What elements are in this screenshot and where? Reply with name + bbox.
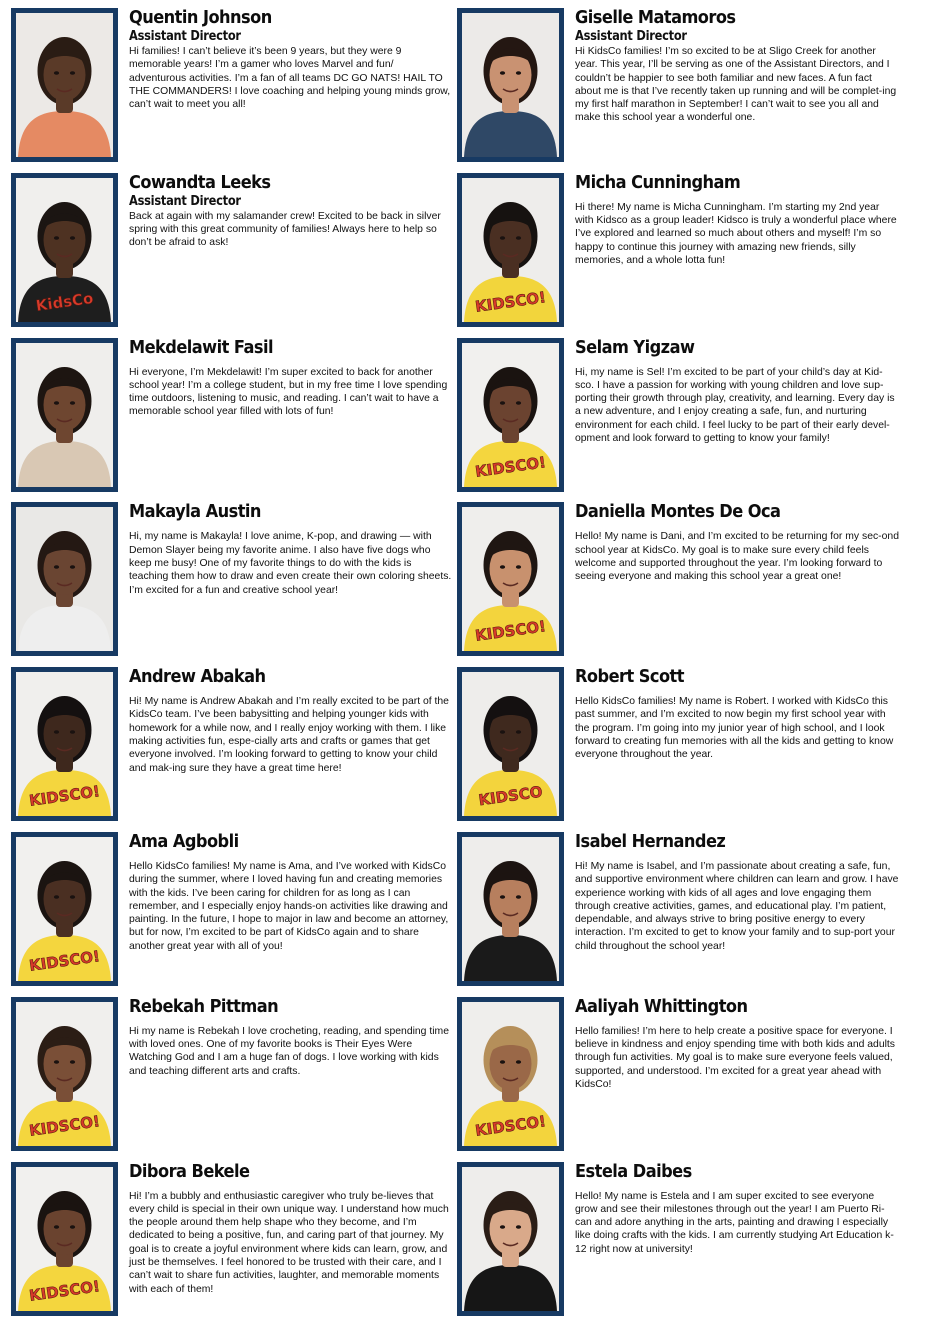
staff-bio: Hello! My name is Dani, and I’m excited to be returning for my sec-ond school year at KidsCo. My goal is to make sure every child feels welcome and supported throughout the year. I’m looking forward to seeing everyone and making this school year a great one!: [575, 531, 899, 583]
svg-text:KIDSCO!: KIDSCO!: [474, 617, 547, 646]
portrait-illustration: [462, 343, 559, 487]
staff-bio: Hi my name is Rebekah I love crocheting, reading, and spending time with loved ones. One of my favorite books is Their Eyes Were Watching God and I am a huge fan of dogs. I love working with kids and teaching different arts and crafts.: [129, 1025, 449, 1077]
staff-info: [129, 1160, 453, 1296]
svg-text:KIDSCO!: KIDSCO!: [474, 287, 547, 316]
staff-photo: [457, 502, 564, 656]
staff-name: Estela Daibes: [575, 1160, 692, 1182]
staff-photo: [457, 667, 564, 821]
staff-photo: [11, 997, 118, 1151]
staff-name: Giselle Matamoros: [575, 7, 736, 28]
staff-card: [456, 1160, 899, 1325]
portrait-illustration: [16, 672, 113, 816]
staff-role: Assistant Director: [575, 29, 687, 44]
staff-photo: [11, 1162, 118, 1316]
staff-bio: Hello KidsCo families! My name is Robert. I worked with KidsCo this past summer, and I’m excited to now begin my first school year with the program. I’m going into my junior year of high school, and I look forward to creating fun memories with all the kids and getting to know everyone throughout the year.: [575, 696, 894, 761]
staff-photo: [457, 173, 564, 327]
staff-info: [129, 500, 453, 596]
staff-bio: Hi families! I can’t believe it’s been 9 years, but they were 9 memorable years! I’m a gamer who loves Marvel and fun/ adventurous activities. I’m a fan of all teams DC GO NATS! HAIL TO THE COMMANDERS! I love coaching and helping young minds grow, can’t wait to meet you all!: [129, 46, 451, 111]
staff-role: Assistant Director: [129, 193, 241, 209]
staff-card: [10, 1160, 453, 1325]
staff-name: Selam Yigzaw: [575, 336, 695, 358]
portrait-illustration: [462, 13, 559, 157]
staff-card: [10, 665, 453, 830]
portrait-illustration: [462, 1167, 559, 1311]
portrait-illustration: [462, 178, 559, 322]
staff-name: Quentin Johnson: [129, 7, 272, 28]
staff-name: Rebekah Pittman: [129, 995, 279, 1017]
staff-bio: Hi! My name is Andrew Abakah and I’m really excited to be part of the KidsCo team. I’ve been babysitting and helping younger kids with homework for a while now, and I really enjoy working with them. I like making activities fun, espe-cially arts and crafts or games that get everyone involved. I’m looking forward to getting to know your child and mak-ing sure they have a great time here!: [129, 696, 449, 774]
svg-text:KIDSCO!: KIDSCO!: [28, 947, 101, 975]
staff-card: [456, 830, 899, 995]
staff-card: [10, 830, 453, 995]
staff-name: Robert Scott: [575, 666, 684, 688]
portrait-illustration: [16, 1167, 113, 1311]
staff-info: [129, 336, 453, 419]
staff-card: [456, 500, 899, 665]
staff-grid: [10, 6, 922, 1324]
staff-photo: [11, 502, 118, 656]
staff-info: [575, 500, 899, 583]
staff-bio: Hi, my name is Sel! I’m excited to be part of your child’s day at Kid-sco. I have a passion for working with young children and love sup-porting their growth through play, creativity, and learning. Every day is a new adventure, and I enjoy creating a safe, fun, and nurturing environment for each child. I feel lucky to be part of their early devel-opment and look forward to getting to know your family!: [575, 366, 895, 445]
portrait-illustration: [16, 343, 113, 487]
staff-card: [456, 665, 899, 830]
staff-bio: Hi KidsCo families! I’m so excited to be at Sligo Creek for another year. This year, I’ll be serving as one of the Assistant Directors, and I couldn’t be happier to see both familiar and new faces. A fun fact about me is that I’ve recently taken up running and will be complet-ing my first half marathon in September! I can’t wait to see you all and make this school year a wonderful one.: [575, 46, 897, 124]
staff-info: [129, 171, 453, 250]
staff-photo: [11, 832, 118, 986]
staff-info: [575, 995, 899, 1091]
staff-info: [129, 6, 453, 111]
staff-photo: [457, 1162, 564, 1316]
staff-name: Dibora Bekele: [129, 1160, 250, 1182]
staff-name: Mekdelawit Fasil: [129, 336, 274, 358]
staff-role: Assistant Director: [129, 29, 241, 44]
staff-photo: [457, 8, 564, 162]
staff-info: [575, 665, 899, 761]
staff-card: [10, 171, 453, 336]
staff-photo: [11, 8, 118, 162]
staff-card: [456, 171, 899, 336]
staff-bio: Hi, my name is Makayla! I love anime, K-pop, and drawing — with Demon Slayer being my favorite anime. I also have five dogs who keep me busy! One of my favorite things to do with the kids is teaching them how to draw and even create their own coloring sheets. I’m excited for a fun and creative school year!: [129, 531, 452, 596]
portrait-illustration: [462, 672, 559, 816]
staff-name: Cowandta Leeks: [129, 171, 271, 193]
portrait-illustration: [16, 178, 113, 322]
staff-info: [575, 1160, 899, 1256]
staff-bio: Back at again with my salamander crew! Excited to be back in silver spring with this great community of families! Always here to help so don’t be afraid to ask!: [129, 210, 441, 249]
staff-bio: Hi there! My name is Micha Cunningham. I’m starting my 2nd year with Kidsco as a group leader! Kidsco is truly a wonderful place where I’ve explored and learned so much about others and myself! I’m so happy to continue this journey with amazing new friends, silly memories, and a whole lotta fun!: [575, 201, 897, 266]
staff-name: Aaliyah Whittington: [575, 995, 748, 1017]
staff-name: Ama Agbobli: [129, 830, 239, 852]
staff-info: [129, 665, 453, 775]
staff-bio: Hi everyone, I’m Mekdelawit! I’m super excited to back for another school year! I’m a college student, but in my free time I love spending time outdoors, listening to music, and reading. I can’t wait to have a memorable school year filled with lots of fun!: [129, 366, 448, 418]
staff-photo: [457, 997, 564, 1151]
staff-card: [10, 6, 453, 171]
portrait-illustration: [16, 13, 113, 157]
staff-name: Daniella Montes De Oca: [575, 501, 781, 523]
svg-text:KIDSCO: KIDSCO: [477, 782, 544, 810]
staff-card: [456, 995, 899, 1160]
staff-bio: Hello families! I’m here to help create a positive space for everyone. I believe in kindness and enjoy spending time with both kids and adults through fun activities. My goal is to make sure everyone feels valued, supported, and understood. I’m excited for a great year ahead with KidsCo!: [575, 1025, 896, 1090]
svg-text:KIDSCO!: KIDSCO!: [474, 1111, 547, 1140]
staff-card: [10, 995, 453, 1160]
staff-photo: [457, 832, 564, 986]
staff-info: [575, 6, 899, 125]
portrait-illustration: [462, 1002, 559, 1146]
staff-bio: Hi! My name is Isabel, and I’m passionate about creating a safe, fun, and supportive environment where children can learn and grow. I have experience working with kids of all ages and love engaging them through creative activities, games, and educational play. I’m patient, dependable, and always strive to bring positive energy to every interaction. I’m excited to get to know your family and to sup-port your child throughout the school year!: [575, 860, 899, 952]
staff-info: [575, 171, 899, 267]
svg-text:KIDSCO!: KIDSCO!: [28, 1111, 101, 1140]
staff-name: Andrew Abakah: [129, 666, 266, 688]
staff-card: [456, 336, 899, 501]
portrait-illustration: [462, 837, 559, 981]
staff-bio: Hi! I’m a bubbly and enthusiastic caregiver who truly be-lieves that every child is special in their own unique way. I understand how much the people around them help shape who they become, and I’m dedicated to being a positive, fun, and caring part of that journey. My goal is to create a joyful environment where kids can learn, grow, and just be themselves. I feel honored to be trusted with their care, and I can’t wait to share fun activities, laughter, and memorable moments with each of them!: [129, 1190, 449, 1295]
portrait-illustration: [462, 507, 559, 651]
svg-text:KIDSCO!: KIDSCO!: [474, 452, 547, 481]
staff-bio: Hello! My name is Estela and I am super excited to see everyone grow and see their milestones through out the year! I am Puerto Ri-can and adore anything in the arts, painting and drawing I especially like doing crafts with the kids. I am currently studying Art Education k-12 right now at university!: [575, 1190, 894, 1255]
svg-text:KIDSCO!: KIDSCO!: [28, 782, 101, 811]
staff-name: Makayla Austin: [129, 501, 261, 523]
staff-card: [456, 6, 899, 171]
staff-photo: [11, 667, 118, 821]
staff-info: [129, 830, 453, 953]
staff-photo: [457, 338, 564, 492]
staff-card: [10, 500, 453, 665]
staff-name: Micha Cunningham: [575, 171, 741, 193]
staff-info: [575, 336, 899, 446]
staff-name: Isabel Hernandez: [575, 830, 726, 852]
staff-photo: [11, 173, 118, 327]
staff-photo: [11, 338, 118, 492]
portrait-illustration: [16, 837, 113, 981]
svg-text:KIDSCO!: KIDSCO!: [28, 1276, 101, 1305]
staff-card: [10, 336, 453, 501]
portrait-illustration: [16, 1002, 113, 1146]
portrait-illustration: [16, 507, 113, 651]
staff-info: [575, 830, 899, 953]
staff-info: [129, 995, 453, 1078]
staff-bio: Hello KidsCo families! My name is Ama, and I’ve worked with KidsCo during the summer, where I loved having fun and creating memories with the kids. I’ve been caring for children for as long as I can remember, and I especially enjoy hands-on activities like drawing and painting. In the future, I hope to major in law and become an attorney, but for now, I’m excited to be part of KidsCo again and to share another great year with all of you!: [129, 860, 449, 952]
svg-text:KidsCo: KidsCo: [34, 288, 95, 315]
